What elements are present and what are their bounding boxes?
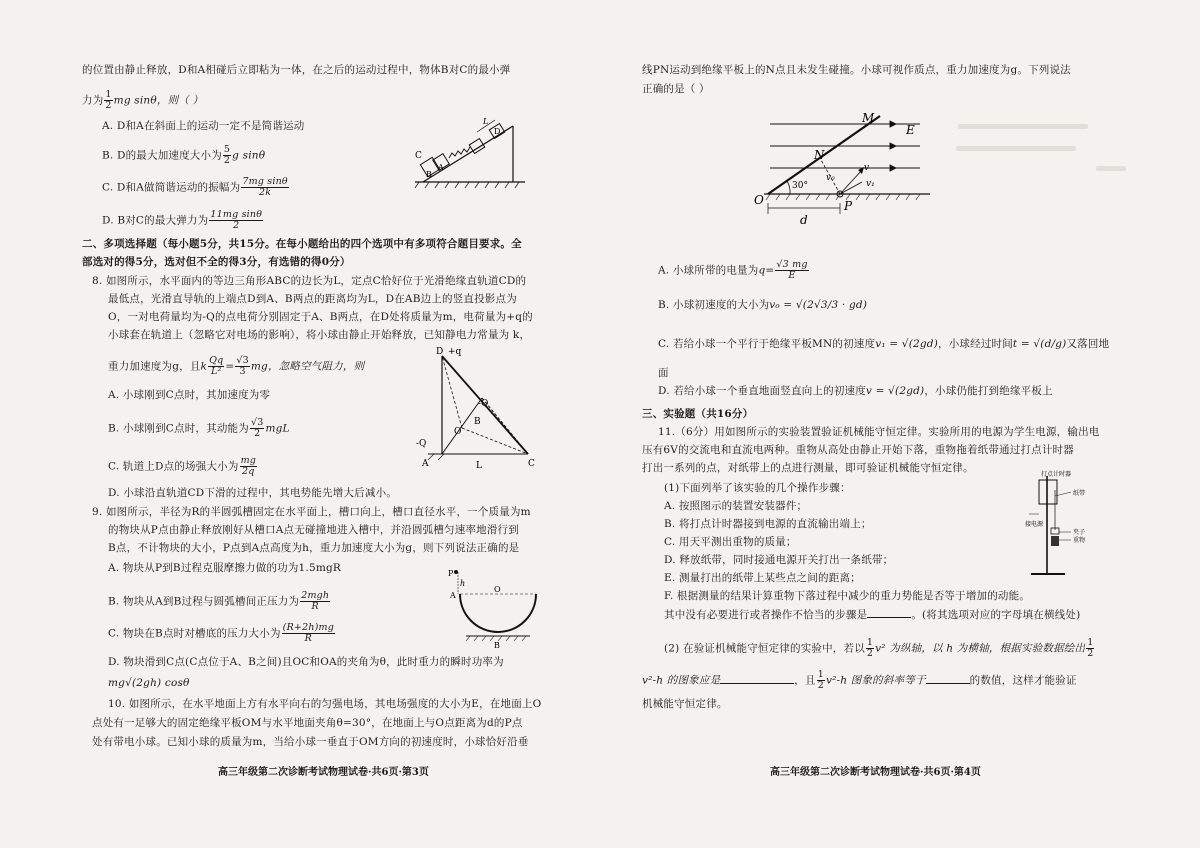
fig8-label-a: A	[422, 459, 429, 469]
fraction-one-half: $\frac{1}{2}$	[105, 89, 112, 111]
section3-heading: 三、实验题（共16分）	[642, 408, 754, 420]
fig8-label-o: O	[454, 427, 462, 437]
q8-option-c: C. 轨道上D点的场强大小为 $\frac{mg}{2q}$	[108, 455, 257, 477]
q11-step-b: B. 将打点计时器接到电源的直流输出端上；	[664, 518, 872, 530]
right-page	[600, 0, 1200, 848]
q10-line2: 点处有一足够大的固定绝缘平板OM与水平地面夹角θ=30°，在地面上与O点距离为d的P点	[92, 717, 523, 729]
fig8-label-b: B	[474, 417, 481, 427]
q11-line3: 打出一系列的点，对纸带上的点进行测量，即可验证机械能守恒定律。	[642, 462, 974, 474]
fig7-label-l: L	[483, 117, 489, 126]
fig11-label-source: 接电源	[1025, 521, 1044, 528]
fig9-label-h: h	[460, 579, 466, 588]
q8-line5: 重力加速度为g，且k $\frac{Qq}{\text{L²}}$ = $\frac{√3}{3}$ mg，忽略空气阻力，则	[108, 355, 365, 377]
q11-line2: 压有6V的交流电和直流电两种。重物从高处由静止开始下落，重物拖着纸带通过打点计时器	[642, 444, 1074, 456]
q8-line3: O，一对电荷量均为-Q的点电荷分别固定于A、B两点，在D处将质量为m，电荷量为+q的	[108, 311, 533, 323]
q7-continuation-line1: 的位置由静止释放，D和A相碰后立即粘为一体，在之后的运动过程中，物体B对C的最小弹	[82, 64, 511, 76]
q9-option-b: B. 物块从A到B过程与圆弧槽间正压力为 $\frac{\text{2mgh}}{R}$	[108, 590, 330, 612]
q9-line2: 的物块从P点由静止释放刚好从槽口A点无碰撞地进入槽中，并沿圆弧槽匀速率地滑行到	[108, 524, 519, 536]
q8-option-b: B. 小球刚到C点时，其动能为 $\frac{√3}{2}$ mgL	[108, 417, 290, 439]
graph-shape-blank	[720, 673, 794, 684]
q9-semicircle-figure	[440, 566, 540, 650]
q11-apparatus-figure	[1025, 470, 1110, 580]
q11-step-e: E. 测量打出的纸带上某些点之间的距离；	[664, 572, 861, 584]
fig10-label-p: P	[844, 199, 853, 213]
q11-step-f: F. 根据测量的结果计算重物下落过程中减少的重力势能是否等于增加的动能。	[664, 590, 1031, 602]
fig10-label-v1: v₁	[866, 179, 875, 189]
fig8-label-plus-q: +q	[448, 347, 462, 357]
q10-option-c-line2: 面	[658, 367, 669, 379]
q8-triangle-figure	[410, 344, 545, 472]
fig10-label-m: M	[862, 111, 875, 125]
q10-line3: 处有带电小球。已知小球的质量为m，当给小球一垂直于OM方向的初速度时，小球恰好沿垂	[92, 736, 529, 748]
q11-step-d: D. 释放纸带，同时接通电源开关打出一条纸带；	[664, 554, 894, 566]
q10-line5: 正确的是（ ）	[642, 83, 710, 95]
fig8-label-minus-q-b: -Q	[478, 399, 489, 409]
fig11-label-tape: 纸带	[1073, 490, 1086, 497]
fig10-label-angle: 30°	[792, 181, 808, 191]
section2-heading-line2: 部选对的得5分，选对但不全的得3分，有选错的得0分）	[82, 256, 351, 268]
fig7-label-c: C	[415, 151, 422, 161]
q10-option-d: D. 若给小球一个垂直地面竖直向上的初速度v = √(2gd)，小球仍能打到绝缘平板上	[658, 385, 1053, 397]
q11-part2-line1: (2) 在验证机械能守恒定律的实验中，若以 $\frac{1}{2}$ v² 为纵轴，以 h 为横轴，根据实验数据绘出 $\frac{1}{2}$	[664, 637, 1094, 659]
q10-option-a: A. 小球所带的电量为q= $\frac{√3 mg}{E}$	[658, 259, 808, 281]
q10-line1: 10. 如图所示，在水平地面上方有水平向右的匀强电场，其电场强度的大小为E，在地面上O	[108, 698, 542, 710]
q8-line1: 8. 如图所示，水平面内的等边三角形ABC的边长为L，定点C恰好位于光滑绝缘直轨道CD的	[92, 275, 527, 287]
q7-incline-figure	[405, 112, 530, 190]
fig10-label-n: N	[814, 148, 825, 162]
fig11-label-clip: 夹子	[1073, 529, 1086, 536]
fig9-label-p: P	[448, 569, 454, 578]
q10-field-figure	[750, 104, 940, 238]
q11-line1: 11.（6分）用如图所示的实验装置验证机械能守恒定律。实验所用的电源为学生电源，输出电	[658, 426, 1100, 438]
q9-option-d-line1: D. 物块滑到C点(C点位于A、B之间)且OC和OA的夹角为θ，此时重力的瞬时功率为	[108, 656, 504, 668]
q11-answer-line: 其中没有必要进行或者操作不恰当的步骤是 。(将其选项对应的字母填在横线处)	[664, 609, 1081, 621]
fig7-label-b: B	[426, 170, 432, 179]
scan-artifact	[1096, 166, 1126, 171]
q7-continuation-line2: 力为 $\frac{1}{2}$ mg sinθ，则（ ）	[82, 89, 204, 111]
q9-option-a: A. 物块从P到B过程克服摩擦力做的功为1.5mgR	[108, 562, 342, 574]
fig9-label-o: O	[494, 585, 501, 594]
left-page-footer: 高三年级第二次诊断考试物理试卷·共6页·第3页	[218, 767, 429, 778]
q9-option-d-line2: mg√(2gh) cosθ	[108, 677, 190, 689]
q7-option-b: B. D的最大加速度大小为 $\frac{5}{2}$ g sinθ	[102, 144, 266, 166]
fig11-label-timer: 打点计时器	[1041, 471, 1072, 478]
q8-line4: 小球套在轨道上（忽略它对电场的影响），将小球由静止开始释放，已知静电力常量为 k，	[108, 329, 531, 341]
fig8-label-c: C	[528, 459, 535, 469]
q9-line1: 9. 如图所示，半径为R的半圆弧槽固定在水平面上，槽口向上，槽口直径水平，一个质量为m	[92, 506, 531, 518]
section2-heading-line1: 二、多项选择题（每小题5分，共15分。在每小题给出的四个选项中有多项符合题目要求。全	[82, 238, 522, 250]
q11-part2-line2: v²-h 的图象应是 ，且 $\frac{1}{2}$ v²-h 图象的斜率等于 的数值，这样才能验证	[642, 669, 1077, 691]
fig10-label-v0: v₀	[826, 173, 835, 183]
fig10-label-o: O	[754, 193, 764, 207]
fig9-label-a: A	[450, 591, 456, 600]
q8-option-a: A. 小球刚到C点时，其加速度为零	[108, 389, 271, 401]
q11-answer-blank	[867, 607, 911, 618]
fig8-label-l: L	[476, 461, 482, 471]
fig11-label-weight: 重物	[1073, 537, 1086, 544]
fig10-label-d: d	[800, 213, 808, 227]
q11-part1-heading: (1)下面列举了该实验的几个操作步骤：	[664, 482, 851, 494]
fig7-label-d: D	[494, 127, 501, 136]
q10-option-c-line1: C. 若给小球一个平行于绝缘平板MN的初速度v₁ = √(2gd)，小球经过时间t = √(d/g)又落回地	[658, 338, 1110, 350]
q10-line4: 线PN运动到绝缘平板上的N点且未发生碰撞。小球可视作质点，重力加速度为g。下列说法	[642, 64, 1071, 76]
q8-option-d: D. 小球沿直轨道CD下滑的过程中，其电势能先增大后减小。	[108, 487, 397, 499]
q11-step-c: C. 用天平测出重物的质量；	[664, 536, 797, 548]
q10-option-b: B. 小球初速度的大小为v₀ = √(2√3/3 · gd)	[658, 299, 868, 311]
q11-step-a: A. 按照图示的装置安装器件；	[664, 500, 808, 512]
q9-line3: B点，不计物块的大小，P点到A点高度为h，重力加速度大小为g，则下列说法正确的是	[108, 542, 520, 554]
scan-artifact	[956, 146, 1076, 151]
fig10-label-v: v	[864, 163, 870, 173]
q7-option-c: C. D和A做简谐运动的振幅为 $\frac{\text{7mg sinθ}}{2k}$	[102, 176, 288, 198]
q7-option-a: A. D和A在斜面上的运动一定不是简谐运动	[102, 120, 305, 132]
q8-line2: 最低点，光滑直导轨的上端点D到A、B两点的距离均为L，D在AB边上的竖直投影点为	[108, 293, 517, 305]
fig8-label-minus-q-a: -Q	[416, 439, 427, 449]
slope-blank	[926, 673, 970, 684]
fig9-label-b: B	[494, 641, 500, 650]
fig7-label-a: A	[438, 163, 444, 172]
fig10-label-e: E	[906, 123, 915, 137]
scan-artifact	[958, 124, 1088, 129]
q11-part2-line3: 机械能守恒定律。	[642, 698, 728, 710]
q7-option-d: D. B对C的最大弹力为 $\frac{\text{11mg sinθ}}{2}$	[102, 209, 263, 231]
q9-option-c: C. 物块在B点时对槽底的压力大小为 $\frac{(R+2h)mg}{R}$	[108, 622, 335, 644]
right-page-footer: 高三年级第二次诊断考试物理试卷·共6页·第4页	[770, 767, 981, 778]
fig8-label-d: D	[436, 347, 444, 357]
